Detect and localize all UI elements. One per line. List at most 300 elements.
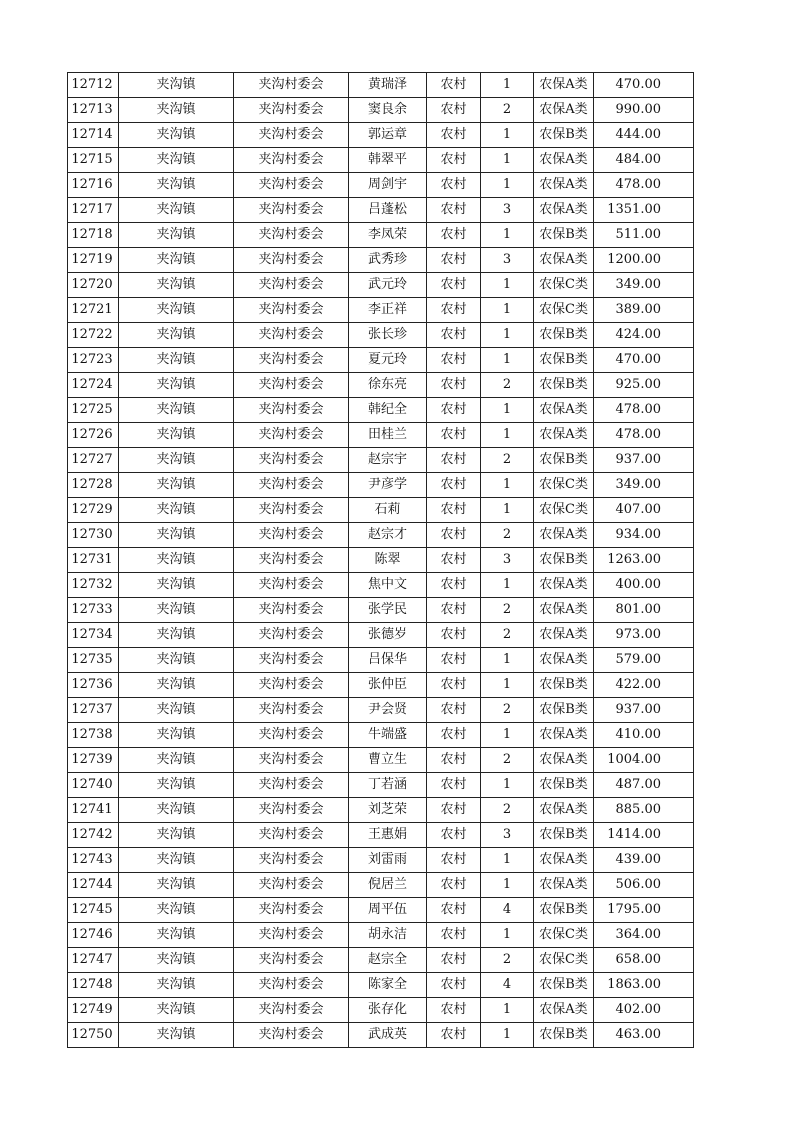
cell-record-id: 12719 (68, 248, 119, 273)
cell-record-id: 12722 (68, 323, 119, 348)
cell-insurance-category: 农保B类 (534, 323, 594, 348)
cell-village-committee: 夹沟村委会 (234, 623, 349, 648)
cell-record-id: 12745 (68, 898, 119, 923)
cell-village-committee: 夹沟村委会 (234, 148, 349, 173)
cell-town: 夹沟镇 (119, 98, 234, 123)
cell-record-id: 12733 (68, 598, 119, 623)
cell-amount: 579.00 (594, 648, 694, 673)
roster-table (67, 72, 694, 1048)
table-row (68, 623, 694, 648)
cell-record-id: 12736 (68, 673, 119, 698)
cell-town: 夹沟镇 (119, 173, 234, 198)
table-row (68, 223, 694, 248)
table-row (68, 323, 694, 348)
cell-insurance-category: 农保B类 (534, 673, 594, 698)
cell-person-name: 武元玲 (349, 273, 427, 298)
cell-insurance-category: 农保A类 (534, 248, 594, 273)
cell-village-committee: 夹沟村委会 (234, 373, 349, 398)
cell-record-id: 12739 (68, 748, 119, 773)
cell-household-count: 3 (481, 248, 534, 273)
cell-amount: 444.00 (594, 123, 694, 148)
cell-insurance-category: 农保A类 (534, 73, 594, 98)
cell-person-name: 赵宗才 (349, 523, 427, 548)
cell-town: 夹沟镇 (119, 323, 234, 348)
cell-amount: 658.00 (594, 948, 694, 973)
table-row (68, 273, 694, 298)
table-row (68, 148, 694, 173)
cell-person-name: 赵宗全 (349, 948, 427, 973)
cell-amount: 349.00 (594, 273, 694, 298)
cell-insurance-category: 农保A类 (534, 423, 594, 448)
cell-person-name: 张学民 (349, 598, 427, 623)
cell-person-name: 周剑宇 (349, 173, 427, 198)
cell-village-committee: 夹沟村委会 (234, 523, 349, 548)
cell-insurance-category: 农保A类 (534, 623, 594, 648)
cell-town: 夹沟镇 (119, 423, 234, 448)
table-row (68, 923, 694, 948)
cell-town: 夹沟镇 (119, 848, 234, 873)
cell-town: 夹沟镇 (119, 598, 234, 623)
cell-amount: 410.00 (594, 723, 694, 748)
cell-person-name: 张德岁 (349, 623, 427, 648)
cell-household-count: 2 (481, 523, 534, 548)
cell-town: 夹沟镇 (119, 948, 234, 973)
table-row (68, 73, 694, 98)
cell-town: 夹沟镇 (119, 623, 234, 648)
cell-household-count: 1 (481, 1023, 534, 1048)
table-row (68, 198, 694, 223)
cell-town: 夹沟镇 (119, 148, 234, 173)
cell-amount: 463.00 (594, 1023, 694, 1048)
cell-area-type: 农村 (427, 248, 481, 273)
table-row (68, 423, 694, 448)
table-row (68, 473, 694, 498)
cell-village-committee: 夹沟村委会 (234, 673, 349, 698)
cell-household-count: 1 (481, 773, 534, 798)
cell-person-name: 倪居兰 (349, 873, 427, 898)
cell-amount: 937.00 (594, 448, 694, 473)
cell-person-name: 曹立生 (349, 748, 427, 773)
cell-insurance-category: 农保A类 (534, 173, 594, 198)
cell-record-id: 12734 (68, 623, 119, 648)
cell-village-committee: 夹沟村委会 (234, 573, 349, 598)
cell-person-name: 吕蓬松 (349, 198, 427, 223)
cell-town: 夹沟镇 (119, 73, 234, 98)
cell-person-name: 张存化 (349, 998, 427, 1023)
cell-insurance-category: 农保B类 (534, 123, 594, 148)
cell-amount: 484.00 (594, 148, 694, 173)
cell-household-count: 1 (481, 173, 534, 198)
cell-area-type: 农村 (427, 373, 481, 398)
cell-town: 夹沟镇 (119, 823, 234, 848)
cell-household-count: 2 (481, 798, 534, 823)
cell-area-type: 农村 (427, 948, 481, 973)
cell-area-type: 农村 (427, 223, 481, 248)
cell-record-id: 12715 (68, 148, 119, 173)
cell-amount: 487.00 (594, 773, 694, 798)
cell-town: 夹沟镇 (119, 198, 234, 223)
cell-area-type: 农村 (427, 898, 481, 923)
cell-amount: 973.00 (594, 623, 694, 648)
cell-town: 夹沟镇 (119, 973, 234, 998)
cell-person-name: 胡永洁 (349, 923, 427, 948)
cell-insurance-category: 农保B类 (534, 223, 594, 248)
cell-household-count: 2 (481, 598, 534, 623)
cell-village-committee: 夹沟村委会 (234, 248, 349, 273)
cell-amount: 364.00 (594, 923, 694, 948)
cell-person-name: 赵宗宇 (349, 448, 427, 473)
cell-record-id: 12740 (68, 773, 119, 798)
cell-area-type: 农村 (427, 648, 481, 673)
cell-town: 夹沟镇 (119, 798, 234, 823)
cell-record-id: 12728 (68, 473, 119, 498)
cell-area-type: 农村 (427, 323, 481, 348)
cell-household-count: 1 (481, 573, 534, 598)
cell-town: 夹沟镇 (119, 523, 234, 548)
table-row (68, 798, 694, 823)
cell-household-count: 1 (481, 873, 534, 898)
cell-village-committee: 夹沟村委会 (234, 298, 349, 323)
cell-village-committee: 夹沟村委会 (234, 998, 349, 1023)
table-row (68, 598, 694, 623)
cell-household-count: 2 (481, 698, 534, 723)
cell-person-name: 刘芝荣 (349, 798, 427, 823)
table-row (68, 748, 694, 773)
cell-amount: 937.00 (594, 698, 694, 723)
table-row (68, 448, 694, 473)
table-row (68, 398, 694, 423)
cell-town: 夹沟镇 (119, 673, 234, 698)
cell-record-id: 12716 (68, 173, 119, 198)
cell-person-name: 张仲臣 (349, 673, 427, 698)
cell-insurance-category: 农保B类 (534, 973, 594, 998)
cell-village-committee: 夹沟村委会 (234, 198, 349, 223)
cell-insurance-category: 农保C类 (534, 498, 594, 523)
cell-town: 夹沟镇 (119, 123, 234, 148)
cell-town: 夹沟镇 (119, 473, 234, 498)
cell-insurance-category: 农保B类 (534, 373, 594, 398)
cell-record-id: 12727 (68, 448, 119, 473)
table-row (68, 773, 694, 798)
cell-area-type: 农村 (427, 448, 481, 473)
cell-town: 夹沟镇 (119, 573, 234, 598)
cell-record-id: 12750 (68, 1023, 119, 1048)
cell-household-count: 1 (481, 73, 534, 98)
cell-record-id: 12720 (68, 273, 119, 298)
cell-record-id: 12732 (68, 573, 119, 598)
cell-village-committee: 夹沟村委会 (234, 73, 349, 98)
cell-village-committee: 夹沟村委会 (234, 123, 349, 148)
cell-record-id: 12721 (68, 298, 119, 323)
cell-area-type: 农村 (427, 923, 481, 948)
cell-insurance-category: 农保B类 (534, 348, 594, 373)
cell-area-type: 农村 (427, 498, 481, 523)
cell-person-name: 李凤荣 (349, 223, 427, 248)
cell-amount: 389.00 (594, 298, 694, 323)
cell-village-committee: 夹沟村委会 (234, 973, 349, 998)
cell-insurance-category: 农保A类 (534, 98, 594, 123)
cell-village-committee: 夹沟村委会 (234, 598, 349, 623)
cell-town: 夹沟镇 (119, 223, 234, 248)
cell-area-type: 农村 (427, 823, 481, 848)
cell-village-committee: 夹沟村委会 (234, 173, 349, 198)
cell-area-type: 农村 (427, 798, 481, 823)
cell-insurance-category: 农保B类 (534, 773, 594, 798)
cell-village-committee: 夹沟村委会 (234, 823, 349, 848)
table-row (68, 373, 694, 398)
cell-amount: 407.00 (594, 498, 694, 523)
cell-village-committee: 夹沟村委会 (234, 548, 349, 573)
cell-insurance-category: 农保A类 (534, 798, 594, 823)
cell-insurance-category: 农保C类 (534, 298, 594, 323)
cell-village-committee: 夹沟村委会 (234, 648, 349, 673)
cell-town: 夹沟镇 (119, 298, 234, 323)
cell-amount: 402.00 (594, 998, 694, 1023)
cell-area-type: 农村 (427, 273, 481, 298)
cell-insurance-category: 农保A类 (534, 723, 594, 748)
cell-area-type: 农村 (427, 873, 481, 898)
cell-area-type: 农村 (427, 623, 481, 648)
cell-amount: 1795.00 (594, 898, 694, 923)
cell-insurance-category: 农保A类 (534, 873, 594, 898)
table-row (68, 548, 694, 573)
cell-village-committee: 夹沟村委会 (234, 923, 349, 948)
cell-person-name: 黄瑞泽 (349, 73, 427, 98)
cell-area-type: 农村 (427, 673, 481, 698)
cell-amount: 478.00 (594, 173, 694, 198)
cell-record-id: 12729 (68, 498, 119, 523)
cell-record-id: 12747 (68, 948, 119, 973)
cell-insurance-category: 农保B类 (534, 548, 594, 573)
table-row (68, 673, 694, 698)
cell-insurance-category: 农保A类 (534, 398, 594, 423)
cell-household-count: 3 (481, 548, 534, 573)
cell-household-count: 3 (481, 823, 534, 848)
cell-household-count: 1 (481, 123, 534, 148)
cell-village-committee: 夹沟村委会 (234, 223, 349, 248)
cell-person-name: 王惠娟 (349, 823, 427, 848)
cell-area-type: 农村 (427, 598, 481, 623)
cell-amount: 1200.00 (594, 248, 694, 273)
cell-area-type: 农村 (427, 398, 481, 423)
cell-person-name: 丁若涵 (349, 773, 427, 798)
cell-town: 夹沟镇 (119, 723, 234, 748)
table-row (68, 298, 694, 323)
cell-area-type: 农村 (427, 173, 481, 198)
table-row (68, 348, 694, 373)
cell-amount: 1351.00 (594, 198, 694, 223)
cell-person-name: 刘雷雨 (349, 848, 427, 873)
cell-household-count: 4 (481, 898, 534, 923)
cell-amount: 422.00 (594, 673, 694, 698)
cell-insurance-category: 农保A类 (534, 998, 594, 1023)
cell-town: 夹沟镇 (119, 248, 234, 273)
cell-insurance-category: 农保B类 (534, 1023, 594, 1048)
cell-person-name: 武成英 (349, 1023, 427, 1048)
cell-area-type: 农村 (427, 198, 481, 223)
cell-insurance-category: 农保B类 (534, 823, 594, 848)
cell-record-id: 12723 (68, 348, 119, 373)
cell-record-id: 12746 (68, 923, 119, 948)
cell-town: 夹沟镇 (119, 448, 234, 473)
table-row (68, 123, 694, 148)
cell-town: 夹沟镇 (119, 923, 234, 948)
cell-person-name: 张长珍 (349, 323, 427, 348)
cell-record-id: 12717 (68, 198, 119, 223)
cell-household-count: 1 (481, 148, 534, 173)
table-row (68, 998, 694, 1023)
cell-area-type: 农村 (427, 123, 481, 148)
cell-person-name: 武秀珍 (349, 248, 427, 273)
cell-area-type: 农村 (427, 723, 481, 748)
cell-town: 夹沟镇 (119, 398, 234, 423)
cell-household-count: 2 (481, 373, 534, 398)
cell-amount: 990.00 (594, 98, 694, 123)
cell-household-count: 1 (481, 473, 534, 498)
cell-town: 夹沟镇 (119, 698, 234, 723)
cell-area-type: 农村 (427, 1023, 481, 1048)
cell-record-id: 12730 (68, 523, 119, 548)
cell-town: 夹沟镇 (119, 273, 234, 298)
cell-amount: 1004.00 (594, 748, 694, 773)
cell-record-id: 12742 (68, 823, 119, 848)
cell-town: 夹沟镇 (119, 348, 234, 373)
table-row (68, 948, 694, 973)
cell-town: 夹沟镇 (119, 373, 234, 398)
cell-household-count: 3 (481, 198, 534, 223)
cell-amount: 1263.00 (594, 548, 694, 573)
table-row (68, 523, 694, 548)
document-page (67, 72, 693, 1048)
cell-town: 夹沟镇 (119, 998, 234, 1023)
cell-area-type: 农村 (427, 73, 481, 98)
cell-village-committee: 夹沟村委会 (234, 473, 349, 498)
cell-person-name: 石莉 (349, 498, 427, 523)
cell-record-id: 12743 (68, 848, 119, 873)
cell-insurance-category: 农保C类 (534, 948, 594, 973)
cell-area-type: 农村 (427, 348, 481, 373)
cell-amount: 439.00 (594, 848, 694, 873)
cell-insurance-category: 农保A类 (534, 748, 594, 773)
cell-record-id: 12748 (68, 973, 119, 998)
cell-household-count: 2 (481, 98, 534, 123)
cell-person-name: 吕保华 (349, 648, 427, 673)
cell-insurance-category: 农保A类 (534, 573, 594, 598)
cell-household-count: 2 (481, 748, 534, 773)
cell-insurance-category: 农保C类 (534, 923, 594, 948)
cell-household-count: 2 (481, 623, 534, 648)
cell-insurance-category: 农保A类 (534, 598, 594, 623)
table-row (68, 248, 694, 273)
cell-household-count: 1 (481, 348, 534, 373)
cell-record-id: 12712 (68, 73, 119, 98)
cell-area-type: 农村 (427, 148, 481, 173)
cell-village-committee: 夹沟村委会 (234, 273, 349, 298)
cell-household-count: 1 (481, 323, 534, 348)
cell-town: 夹沟镇 (119, 498, 234, 523)
cell-area-type: 农村 (427, 773, 481, 798)
cell-household-count: 1 (481, 223, 534, 248)
cell-person-name: 焦中文 (349, 573, 427, 598)
cell-insurance-category: 农保A类 (534, 198, 594, 223)
cell-record-id: 12744 (68, 873, 119, 898)
table-row (68, 723, 694, 748)
cell-village-committee: 夹沟村委会 (234, 873, 349, 898)
cell-area-type: 农村 (427, 548, 481, 573)
roster-body (68, 73, 694, 1048)
cell-amount: 470.00 (594, 348, 694, 373)
cell-person-name: 陈家全 (349, 973, 427, 998)
cell-area-type: 农村 (427, 473, 481, 498)
cell-area-type: 农村 (427, 998, 481, 1023)
table-row (68, 823, 694, 848)
cell-area-type: 农村 (427, 98, 481, 123)
cell-household-count: 1 (481, 398, 534, 423)
cell-record-id: 12741 (68, 798, 119, 823)
cell-amount: 934.00 (594, 523, 694, 548)
cell-person-name: 牛端盛 (349, 723, 427, 748)
cell-person-name: 尹彦学 (349, 473, 427, 498)
cell-village-committee: 夹沟村委会 (234, 398, 349, 423)
cell-record-id: 12735 (68, 648, 119, 673)
cell-area-type: 农村 (427, 573, 481, 598)
table-row (68, 573, 694, 598)
cell-record-id: 12726 (68, 423, 119, 448)
cell-person-name: 韩纪全 (349, 398, 427, 423)
cell-village-committee: 夹沟村委会 (234, 1023, 349, 1048)
cell-area-type: 农村 (427, 298, 481, 323)
table-row (68, 898, 694, 923)
cell-person-name: 韩翠平 (349, 148, 427, 173)
cell-person-name: 尹会贤 (349, 698, 427, 723)
cell-amount: 506.00 (594, 873, 694, 898)
table-row (68, 173, 694, 198)
cell-village-committee: 夹沟村委会 (234, 423, 349, 448)
cell-village-committee: 夹沟村委会 (234, 323, 349, 348)
cell-area-type: 农村 (427, 973, 481, 998)
cell-amount: 925.00 (594, 373, 694, 398)
cell-record-id: 12749 (68, 998, 119, 1023)
cell-area-type: 农村 (427, 848, 481, 873)
cell-village-committee: 夹沟村委会 (234, 698, 349, 723)
cell-area-type: 农村 (427, 748, 481, 773)
cell-area-type: 农村 (427, 423, 481, 448)
table-row (68, 973, 694, 998)
cell-household-count: 1 (481, 723, 534, 748)
cell-insurance-category: 农保C类 (534, 273, 594, 298)
cell-amount: 478.00 (594, 423, 694, 448)
cell-amount: 1863.00 (594, 973, 694, 998)
cell-amount: 400.00 (594, 573, 694, 598)
cell-household-count: 2 (481, 948, 534, 973)
cell-household-count: 1 (481, 298, 534, 323)
cell-household-count: 1 (481, 273, 534, 298)
cell-village-committee: 夹沟村委会 (234, 773, 349, 798)
cell-household-count: 4 (481, 973, 534, 998)
cell-village-committee: 夹沟村委会 (234, 848, 349, 873)
cell-person-name: 田桂兰 (349, 423, 427, 448)
cell-amount: 478.00 (594, 398, 694, 423)
cell-village-committee: 夹沟村委会 (234, 748, 349, 773)
cell-insurance-category: 农保A类 (534, 523, 594, 548)
cell-household-count: 1 (481, 498, 534, 523)
cell-person-name: 夏元玲 (349, 348, 427, 373)
cell-village-committee: 夹沟村委会 (234, 498, 349, 523)
cell-household-count: 2 (481, 448, 534, 473)
table-row (68, 1023, 694, 1048)
cell-amount: 470.00 (594, 73, 694, 98)
cell-person-name: 李正祥 (349, 298, 427, 323)
